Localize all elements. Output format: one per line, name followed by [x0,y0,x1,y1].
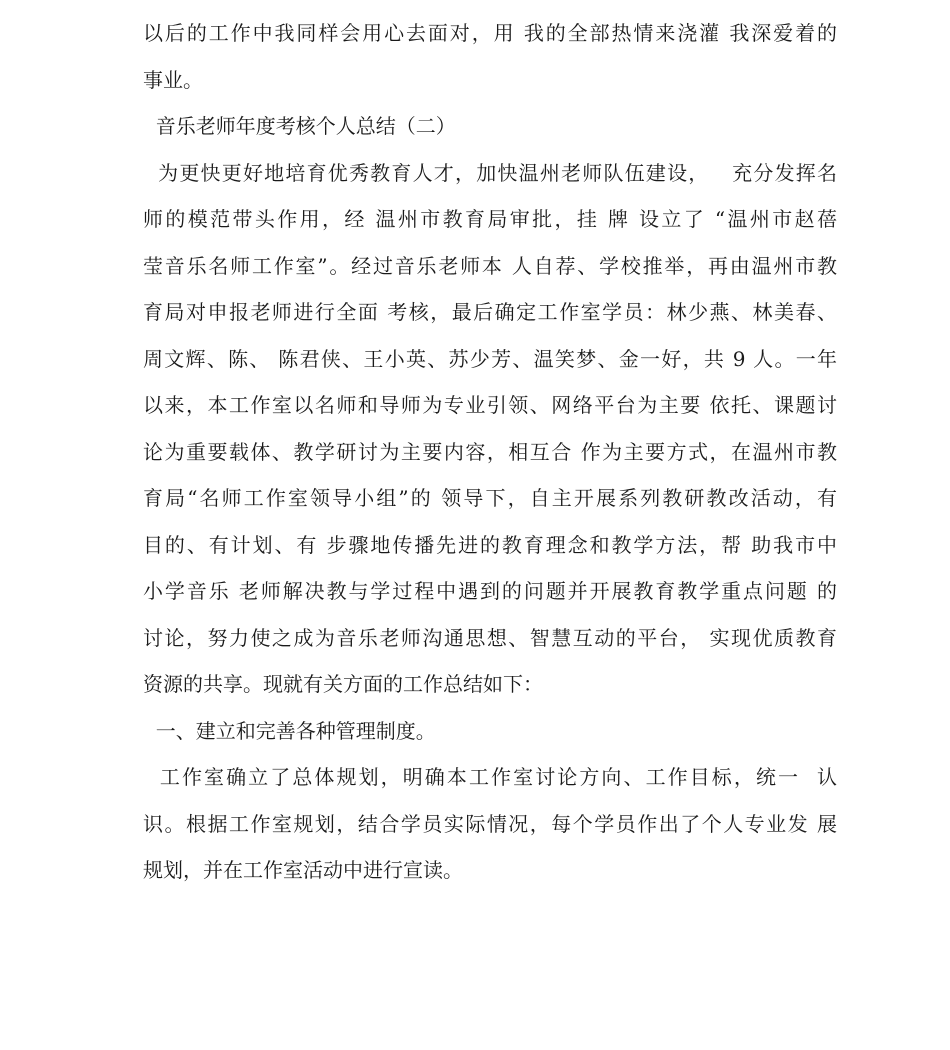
paragraph-line: 莹音乐名师工作室”。经过音乐老师本 人自荐、学校推举，再由温州市教 [143,253,837,278]
paragraph-line: 小学音乐 老师解决教与学过程中遇到的问题并开展教育教学重点问题 的 [143,579,837,603]
paragraph-line: 识。根据工作室规划，结合学员实际情况，每个学员作出了个人专业发 展 [143,811,837,836]
paragraph-line: 育局“名师工作室领导小组”的 领导下，自主开展系列教研教改活动，有 [143,486,837,510]
paragraph-2 [143,150,837,708]
paragraph-line: 师的模范带头作用，经 温州市教育局审批，挂 牌 设立了 “温州市赵蓓 [143,207,837,231]
paragraph-line: 育局对申报老师进行全面 考核，最后确定工作室学员：林少燕、林美春、 [143,300,837,324]
paragraph-line: 工作室确立了总体规划，明确本工作室讨论方向、工作目标，统一 认 [143,765,837,789]
paragraph-line: 讨论，努力使之成为音乐老师沟通思想、智慧互动的平台， 实现优质教育 [143,625,837,650]
paragraph-1 [143,10,837,103]
paragraph-line: 论为重要载体、教学研讨为主要内容，相互合 作为主要方式，在温州市教 [143,439,837,464]
paragraph-line: 周文辉、陈、 陈君侠、王小英、苏少芳、温笑梦、金一好，共 9 人。一年 [143,346,837,371]
paragraph-line: 事业。 [143,67,203,92]
paragraph-line: 为更快更好地培育优秀教育人才，加快温州老师队伍建设， 充分发挥名 [143,160,837,185]
paragraph-3 [143,754,837,894]
section-heading-2: 音乐老师年度考核个人总结（二） [143,114,456,138]
paragraph-line: 资源的共享。现就有关方面的工作总结如下： [143,672,543,696]
paragraph-line: 以来，本工作室以名师和导师为专业引领、网络平台为主要 依托、课题讨 [143,393,837,417]
paragraph-line: 以后的工作中我同样会用心去面对，用 我的全部热情来浇灌 我深爱着的 [143,21,837,45]
document-body [143,10,837,894]
paragraph-line: 规划，并在工作室活动中进行宣读。 [143,858,463,882]
section-heading-3: 一、建立和完善各种管理制度。 [143,718,436,743]
paragraph-line: 目的、有计划、有 步骤地传播先进的教育理念和教学方法，帮 助我市中 [143,532,837,557]
